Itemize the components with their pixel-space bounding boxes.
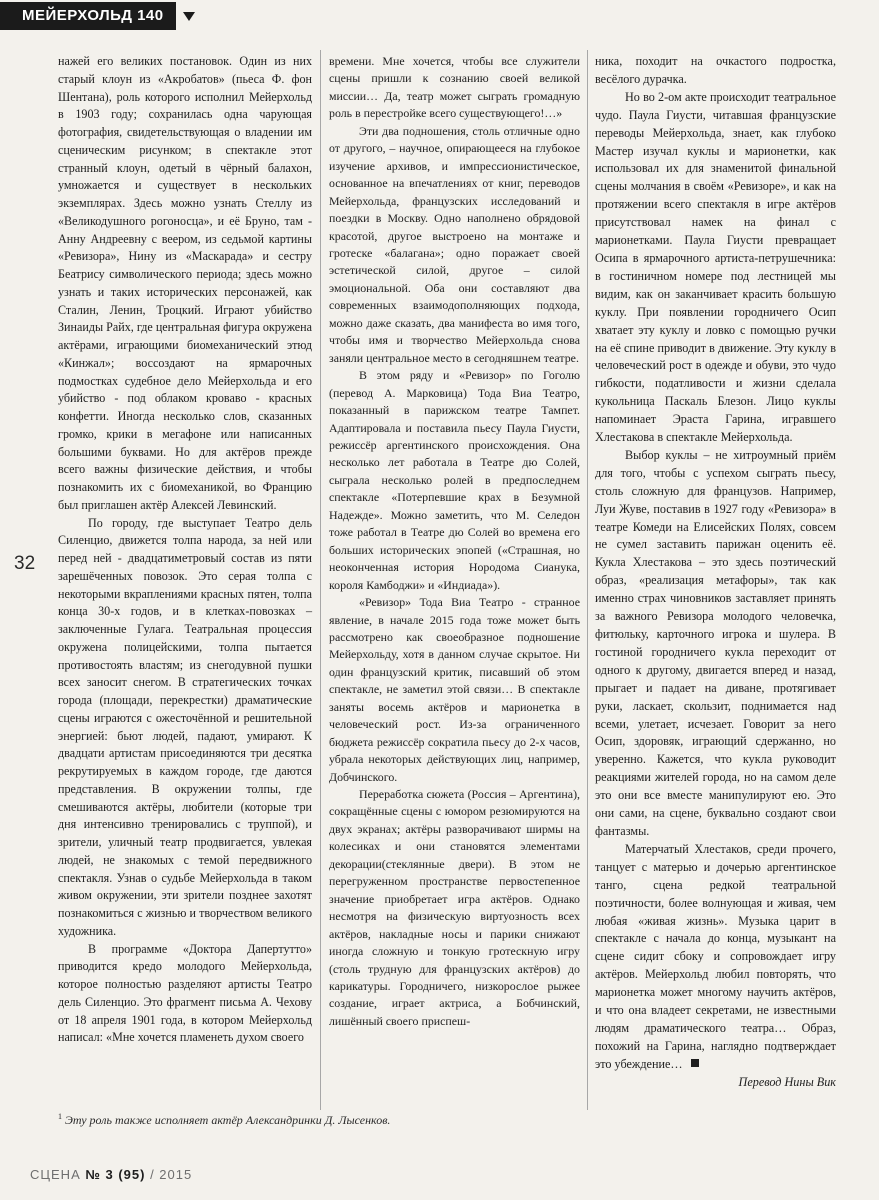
magazine-name: СЦЕНА bbox=[30, 1167, 81, 1182]
column-divider bbox=[320, 50, 321, 1110]
translator-credit: Перевод Нины Вик bbox=[738, 1074, 836, 1089]
issue-number: № 3 (95) bbox=[85, 1167, 146, 1182]
running-header bbox=[0, 2, 195, 30]
footnote-text: Эту роль также исполняет актёр Александринки Д. Лысенков. bbox=[65, 1113, 391, 1127]
column-divider bbox=[587, 50, 588, 1110]
paragraph: ника, походит на очкастого подростка, весёлого дурачка. bbox=[595, 54, 836, 86]
text-column-2 bbox=[329, 53, 580, 1063]
paragraph: нажей его великих постановок. Один из них старый клоун из «Акробатов» (пьеса Ф. фон Шентана), роль которого исполнил Мейерхольд в 1903 году; сохранилась одна чарующая фотография, свидетельствующая о владении им сценическим рисунком; в спектакле этот странный клоун, одетый в чёрный балахон, умножается и существует в нескольких экземплярах. Здесь можно узнать Стеллу из «Великодушного рогоносца», и её Бруно, там - Анну Андреевну с веером, из седьмой картины «Ревизора», Нину из «Маскарада» и сестру Беатрису символического периода; здесь можно узнать и таких исторических персонажей, как Сталин, Ленин, Троцкий. Играют убийство Зинаиды Райх, где центральная фигура окружена актёрами, играющими биомеханический этюд «Кинжал»; воссоздают на ярмарочных подмостках судебное дело Мейерхольда и его убийство - под облаком кроваво - красных конфетти. Иногда несколько слов, сказанных громко, крики в мегафоне или написанных большими буквами. Но для актёров прежде всего важны физические действия, и чтобы познакомить их с биомеханикой, во Францию был приглашен актёр Алексей Левинский. bbox=[58, 54, 312, 512]
paragraph: «Ревизор» Тода Виа Театро - странное явление, в начале 2015 года тоже может быть рассмотрено как своеобразное подношение Мейерхольду, хотя в данном случае скрытое. Ни один французский критик, писавший об этом спектакле, не заметил этой связи… В спектакле заняты восемь актёров и марионетка в человеческий рост. Из-за ограниченного бюджета режиссёр сократила пьесу до 2-х часов, убрала некоторых действующих лиц, например, Добчинского. bbox=[329, 595, 580, 784]
paragraph: В программе «Доктора Дапертутто» приводится кредо молодого Мейерхольда, которое полностью разделяют артисты Театро дель Силенцио. Это фрагмент письма А. Чехову от 18 апреля 1901 года, в котором Мейерхольд написал: «Мне хочется пламенеть духом своего bbox=[58, 941, 312, 1045]
page-number: 32 bbox=[14, 553, 36, 574]
paragraph: По городу, где выступает Театро дель Силенцио, движется толпа народа, за ней или перед ней - двадцатиметровый состав из пяти зарешёченных повозок. Это серая толпа с некоторыми вкраплениями красных пятен, толпа конца 30-х годов, и в клетках-повозках – заключенные Гулага. Театральная процессия окружена полицейскими, толпа пытается противостоять властям; из снегодувной пушки всех заносит снегом. В стратегических точках города (площади, перекрестки) драматические сцены играются с ожесточённой и решительной энергией: бьют людей, падают, умирают. К двадцати артистам присоединяются три десятка рекрутируемых в каждом городе, где даются представления. В окружении толпы, где смешиваются актёры, любители (которые три дня интенсивно тренировались с труппой), и зрители, уличный театр продвигается, увлекая людей, не знакомых с темой передвижного спектакля. Узнав о судьбе Мейерхольда в таком живом окружении, эти зрители позднее захотят познакомиться с жизнью и творчеством великого художника. bbox=[58, 515, 312, 938]
paragraph: Но во 2-ом акте происходит театральное чудо. Паула Гиусти, читавшая французские переводы Мейерхольда, знает, как глубоко Мастер изучал куклы и марионетки, как использовал их для знаменитой финальной сцены молчания в своём «Ревизоре», и как на протяжении всего спектакля в игре актёров присутствовал намек на финал с марионетками. Паула Гиусти превращает Осипа в ярмарочного артиста-петрушечника: в гостиничном номере под лестницей мы видим, как он заканчивает красить большую куклу. При появлении городничего Осип хватает эту куклу и ловко с помощью ручки на её спине приводит в движение. Эту куклу в человеческий рост в одежде и обуви, это чудо гибкости, податливости и жизни сделала кукольница Паскаль Блезон. Лицо куклы напоминает Эраста Гарина, игравшего Хлестакова в спектакле Мейерхольда. bbox=[595, 89, 836, 445]
footnote bbox=[58, 1112, 758, 1128]
text-column-3 bbox=[595, 53, 836, 1093]
paragraph: времени. Мне хочется, чтобы все служители сцены пришли к сознанию своей великой миссии… Да, театр может сыграть громадную роль в перестройке всего существующего!…» bbox=[329, 54, 580, 121]
text-column-1 bbox=[58, 53, 312, 1063]
final-paragraph bbox=[595, 841, 836, 1074]
page-footer bbox=[30, 1167, 192, 1182]
section-tab: МЕЙЕРХОЛЬД 140 bbox=[0, 2, 176, 30]
paragraph: Эти два подношения, столь отличные одно от другого, – научное, опирающееся на глубокое изучение архивов, и импрессионистическое, основанное на впечатлениях от книг, переводов Мейерхольда, французских исследований и поездки в Москву. Одно наполнено обрядовой красотой, другое выстроено на монтаже и гротеске «балагана»; одно поражает своей эстетической силой, другое – силой эмоциональной. Оба они составляют два современных взаимодополняющих подхода, можно даже сказать, два манифеста во имя того, чтобы имя и творчество Мейерхольда снова заняли центральное место в сегодняшнем театре. bbox=[329, 123, 580, 365]
end-of-article-mark bbox=[691, 1059, 699, 1067]
paragraph-text: Матерчатый Хлестаков, среди прочего, танцует с матерью и дочерью аргентинское танго, сцена редкой театральной поэтичности, более волнующая и живая, чем любая «живая жизнь». Музыка царит в спектакле с начала до конца, музыкант на сцене сидит сбоку и сопровождает игру актёров. Мейерхольд любил повторять, что марионетка может многому научить актёров, и что она владеет секретами, не известными людям драматического театра… Образ, похожий на Гарина, наглядно подтверждает это убеждение… bbox=[595, 841, 836, 1071]
footnote-marker: 1 bbox=[58, 1112, 62, 1121]
paragraph: Переработка сюжета (Россия – Аргентина), сокращённые сцены с юмором резюмируются на двух экранах; актёры разворачивают ширмы на колесиках и они становятся элементами декорации(стеклянные двери). В этом не перегруженном пространстве первостепенное значение приобретает игра актёров. Однако несмотря на физическую виртуозность всех актёров, накладные носы и парики снижают иногда сложную и тонкую гротескную игру (столь трудную для французских актёров) до карикатуры. Городничего, низкорослое рыжее создание, играет актриса, а Бобчинский, лишённый своего приспеш- bbox=[329, 787, 580, 1028]
paragraph: Выбор куклы – не хитроумный приём для того, чтобы с успехом сыграть пьесу, столь сложную для французов. Например, Луи Жуве, поставив в 1927 году «Ревизора» в театре Комеди на Елисейских Полях, совсем не сумел заставить парижан оценить её. Кукла Хлестакова – это здесь поэтический образ, «реализация метафоры», так как именно страх чиновников заставляет принять за важного Ревизора молодого человечка, фитюльку, карточного игрока и шулера. В гостиной городничего кукла переходит от одного к другому, двигается вперед и назад, прыгает и падает на диване, протягивает руки, ласкает, скользит, поднимается над всеми, улетает, исчезает. Говорит за него Осип, здоровяк, играющий сдержанно, но уверенно. Кажется, что кукла руководит реакциями жителей города, но на самом деле это они все вместе манипулируют ею. Это они сами, на сцене, буквально создают свои фантазмы. bbox=[595, 447, 836, 838]
triangle-down-icon bbox=[183, 12, 195, 21]
issue-year: / 2015 bbox=[150, 1167, 193, 1182]
paragraph: В этом ряду и «Ревизор» по Гоголю (перевод А. Марковица) Тода Виа Театро, показанный в парижском театре Тампет. Адаптировала и поставила пьесу Паула Гиусти, режиссёр аргентинского происхождения. Она несколько лет работала в Театре дю Солей, сыграла несколько ролей в предпоследнем спектакле «Потерпевшие крах в Безумной Надежде». Можно заметить, что М. Селедон тоже работал в Театре дю Солей во времена его больших исторических эпопей («Страшная, но неоконченная история Нородома Сианука, короля Камбоджи» и «Индиада»). bbox=[329, 368, 580, 592]
